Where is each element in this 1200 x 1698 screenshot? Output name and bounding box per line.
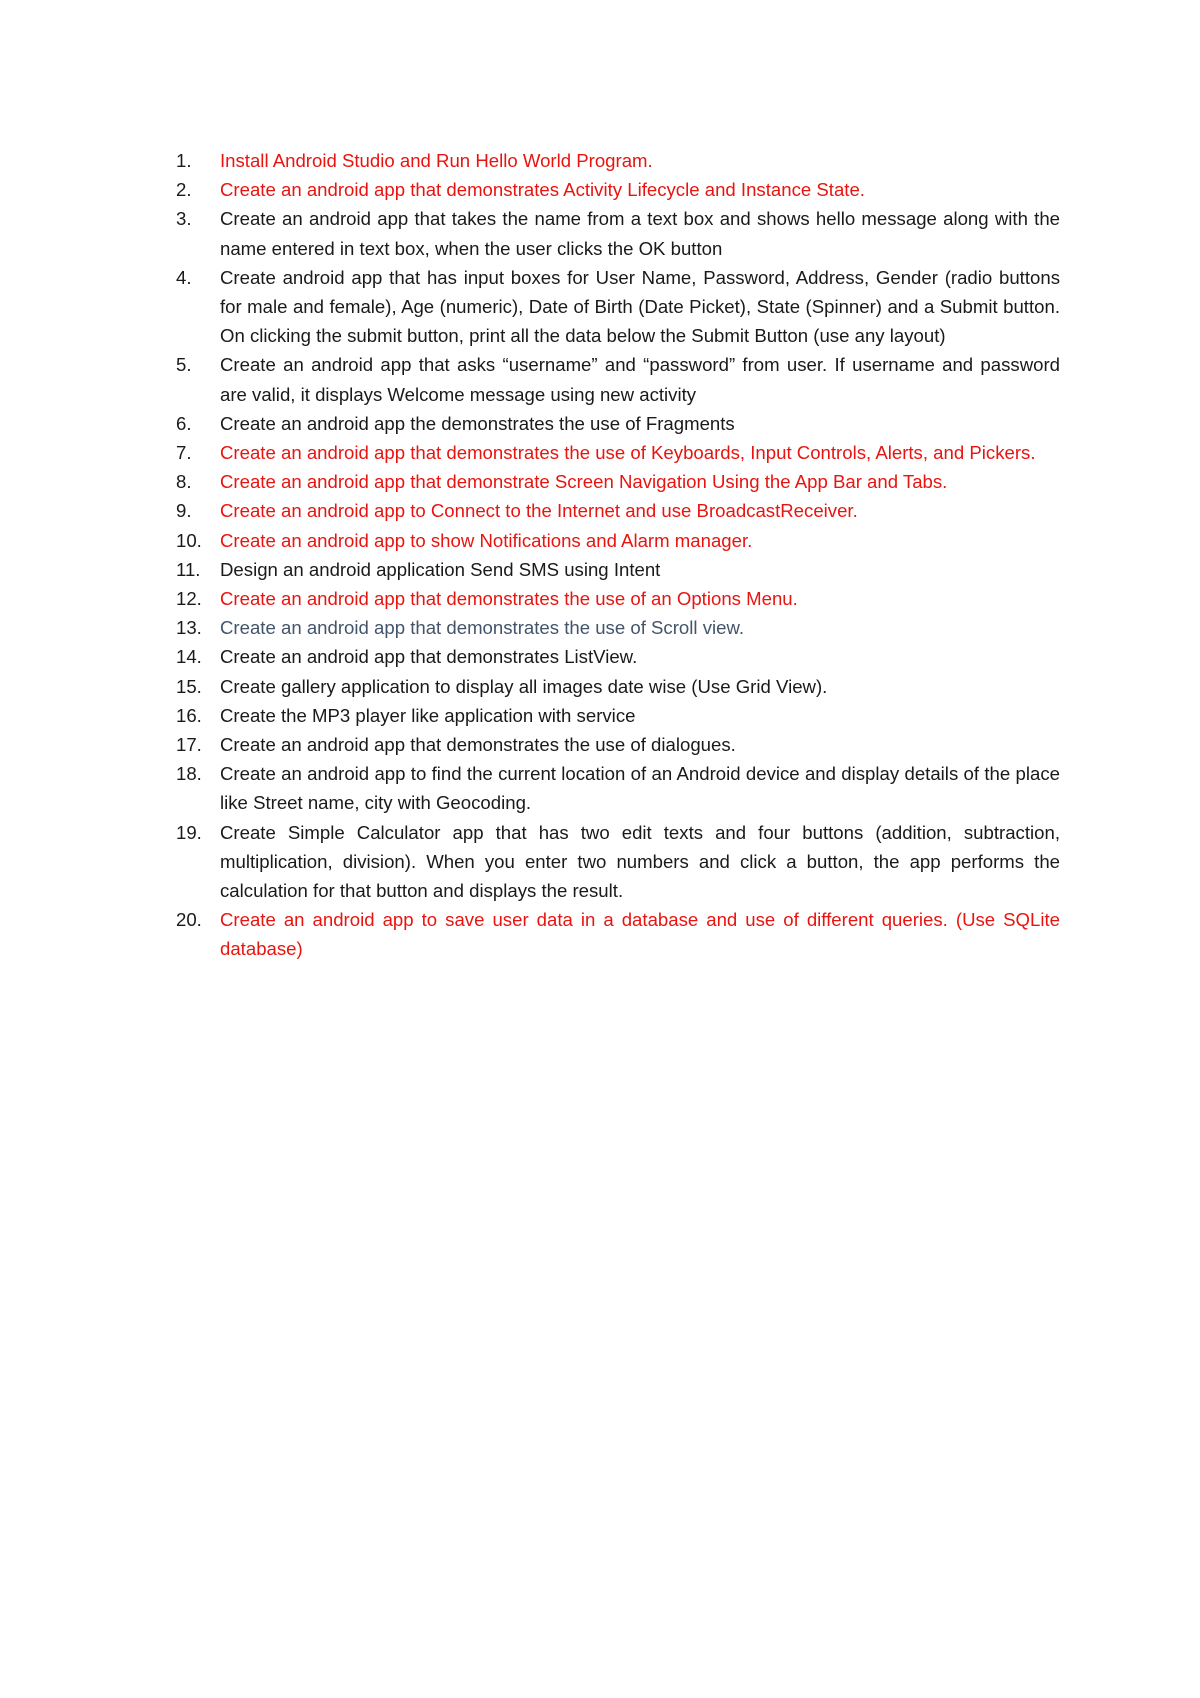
item-number: 5. [176,354,192,376]
item-text: Create an android app that demonstrate Screen Navigation Using the App Bar and Tabs. [220,471,948,493]
item-text: Create an android app to Connect to the Internet and use BroadcastReceiver. [220,500,858,522]
list-item [176,818,1060,906]
list-item [176,146,1060,175]
item-number: 1. [176,150,192,171]
practical-task-list [176,146,1060,964]
item-text: Create an android app that demonstrates ListView. [220,646,638,668]
list-item [176,350,1060,408]
item-number: 6. [176,412,192,434]
item-number: 20. [176,909,202,931]
list-item [176,555,1060,584]
item-text: Create the MP3 player like application with service [220,704,636,726]
item-text: Design an android application Send SMS using Intent [220,558,661,580]
list-item [176,584,1060,613]
item-text: Create gallery application to display all images date wise (Use Grid View). [220,675,828,697]
item-number: 3. [176,208,192,230]
list-item [176,526,1060,555]
list-item [176,672,1060,701]
list-item [176,905,1060,963]
item-number: 13. [176,617,202,639]
item-number: 14. [176,646,202,668]
item-text: Create an android app that demonstrates the use of Keyboards, Input Controls, Alerts, and Pickers. [220,442,1036,464]
list-item [176,175,1060,204]
item-text: Create an android app to show Notifications and Alarm manager. [220,529,753,551]
item-number: 7. [176,442,192,464]
item-number: 17. [176,734,202,756]
list-item [176,263,1060,351]
item-text: Create an android app to find the current location of an Android device and display details of the place like Street name, city with Geocoding. [220,763,1060,814]
list-item [176,204,1060,262]
list-item [176,438,1060,467]
list-item [176,496,1060,525]
item-number: 15. [176,675,202,697]
item-text: Create an android app that demonstrates the use of an Options Menu. [220,588,798,610]
item-text: Create an android app that takes the name from a text box and shows hello message along with the name entered in text box, when the user clicks the OK button [220,208,1060,259]
item-text: Create an android app that asks “username” and “password” from user. If username and password are valid, it displays Welcome message using new activity [220,354,1060,405]
item-text: Create an android app that demonstrates the use of dialogues. [220,734,736,756]
item-number: 12. [176,588,202,610]
item-number: 18. [176,763,202,785]
list-item [176,701,1060,730]
item-number: 8. [176,471,192,493]
item-text: Create an android app to save user data in a database and use of different queries. (Use SQLite database) [220,909,1060,960]
item-number: 19. [176,821,202,843]
item-number: 9. [176,500,192,522]
item-text: Create an android app that demonstrates the use of Scroll view. [220,617,745,639]
item-text: Create Simple Calculator app that has two edit texts and four buttons (addition, subtraction, multiplication, division). When you enter two numbers and click a button, the app performs the calculation for that button and displays the result. [220,821,1060,902]
item-number: 10. [176,529,202,551]
item-text: Create android app that has input boxes for User Name, Password, Address, Gender (radio buttons for male and female), Age (numeric), Date of Birth (Date Picket), State (Spinner) and a Submit button. On clicking the submit button, print all the data below the Submit Button (use any layout) [220,266,1060,347]
item-text: Create an android app the demonstrates the use of Fragments [220,412,735,434]
list-item [176,730,1060,759]
item-number: 11. [176,558,201,580]
list-item [176,409,1060,438]
list-item [176,613,1060,642]
item-number: 2. [176,179,192,201]
list-item [176,467,1060,496]
list-item [176,759,1060,817]
item-number: 16. [176,704,202,726]
item-number: 4. [176,266,192,288]
item-text: Create an android app that demonstrates Activity Lifecycle and Instance State. [220,179,865,201]
item-text: Install Android Studio and Run Hello World Program. [220,150,653,171]
list-item [176,642,1060,671]
